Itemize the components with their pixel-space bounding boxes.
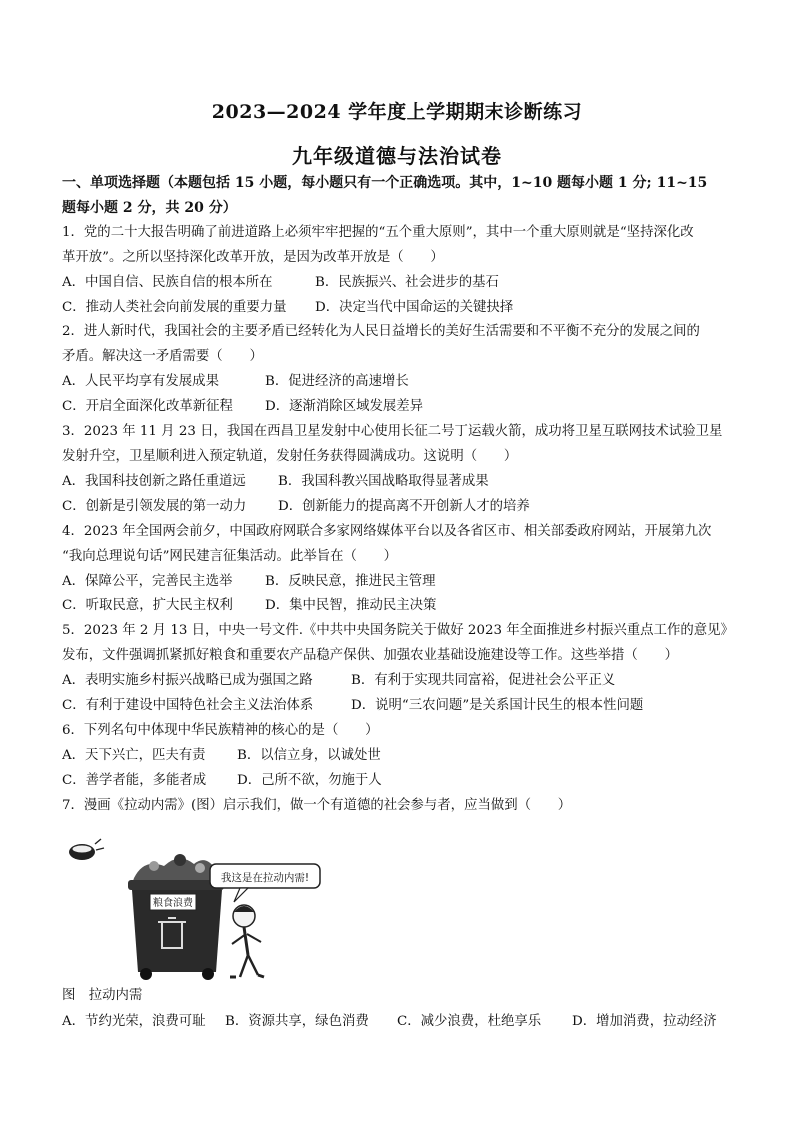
q3-options-row1 <box>62 470 742 495</box>
q5-stem-line1: 5．2023 年 2 月 13 日，中央一号文件.《中共中央国务院关于做好 2023 年全面推进乡村振兴重点工作的意见》 <box>62 623 734 639</box>
q3-options-row2 <box>62 495 742 520</box>
q4-option-b: B．反映民意，推进民主管理 <box>265 573 436 589</box>
man-figure-icon <box>230 905 264 977</box>
q3-option-b: B．我国科教兴国战略取得显著成果 <box>278 473 489 489</box>
section-heading-line1: 一、单项选择题（本题包括 15 小题，每小题只有一个正确选项。其中，1~10 题每小题 1 分; 11~15 <box>62 175 708 191</box>
q2-option-b: B．促进经济的高速增长 <box>265 374 409 390</box>
q2-option-c: C．开启全面深化改革新征程 <box>62 399 233 415</box>
cartoon-illustration <box>62 836 322 986</box>
q4-options-row2 <box>62 594 742 619</box>
q2-option-d: D．逐渐消除区域发展差异 <box>265 399 424 415</box>
q3-stem-line1: 3．2023 年 11 月 23 日，我国在西昌卫星发射中心使用长征二号丁运载火箭，成功将卫星互联网技术试验卫星 <box>62 424 723 440</box>
q2-stem-line1: 2．进人新时代，我国社会的主要矛盾已经转化为人民日益增长的美好生活需要和不平衡不充分的发展之间的 <box>62 324 700 340</box>
q6-options-row1 <box>62 744 742 769</box>
q3-option-d: D．创新能力的提高离不开创新人才的培养 <box>278 498 530 514</box>
flying-bowl-icon <box>69 839 104 860</box>
q6-option-d: D．己所不欲，勿施于人 <box>237 772 382 788</box>
q4-stem-line2: “我向总理说句话”网民建言征集活动。此举旨在（ ） <box>62 548 398 564</box>
q2-stem-line2: 矛盾。解决这一矛盾需要（ ） <box>62 349 263 365</box>
exam-title: 2023—2024 学年度上学期期末诊断练习 <box>211 101 583 123</box>
q5-options-row1 <box>62 669 742 694</box>
q1-options-row1 <box>62 271 742 296</box>
q5-options-row2 <box>62 694 742 719</box>
q7-options-row <box>62 1010 752 1034</box>
q7-stem-line1: 7．漫画《拉动内需》(图）启示我们，做一个有道德的社会参与者，应当做到（ ） <box>62 797 572 813</box>
q6-option-b: B．以信立身，以诚处世 <box>237 747 381 763</box>
q3-stem-line2: 发射升空，卫星顺利进入预定轨道，发射任务获得圆满成功。这说明（ ） <box>62 448 518 464</box>
q5-option-a: A．表明实施乡村振兴战略已成为强国之路 <box>62 673 313 689</box>
q5-option-b: B．有利于实现共同富裕，促进社会公平正义 <box>351 673 616 689</box>
cartoon-svg <box>62 836 322 986</box>
q1-option-d: D．决定当代中国命运的关键抉择 <box>315 299 514 315</box>
q2-option-a: A．人民平均享有发展成果 <box>62 374 219 390</box>
q7-option-c: C．减少浪费，杜绝享乐 <box>397 1014 542 1029</box>
exam-content <box>62 171 742 819</box>
q1-stem-line2: 革开放”。之所以坚持深化改革开放，是因为改革开放是（ ） <box>62 249 444 265</box>
q5-option-d: D．说明“三农问题”是关系国计民生的根本性问题 <box>351 698 644 714</box>
q1-options-row2 <box>62 296 742 321</box>
cartoon-bin-label: 粮食浪费 <box>153 898 193 909</box>
q1-option-a: A．中国自信、民族自信的根本所在 <box>62 274 273 290</box>
q4-options-row1 <box>62 570 742 595</box>
q7-option-b: B．资源共享，绿色消费 <box>225 1014 369 1029</box>
q4-option-d: D．集中民智，推动民主决策 <box>265 598 437 614</box>
q2-options-row1 <box>62 370 742 395</box>
q3-option-a: A．我国科技创新之路任重道远 <box>62 473 246 489</box>
q4-option-c: C．听取民意，扩大民主权利 <box>62 598 233 614</box>
q4-stem-line1: 4．2023 年全国两会前夕，中国政府网联合多家网络媒体平台以及各省区市、相关部委政府网站，开展第九次 <box>62 523 712 539</box>
q6-options-row2 <box>62 769 742 794</box>
q7-option-d: D．增加消费，拉动经济 <box>572 1014 717 1029</box>
q6-option-a: A．天下兴亡，匹夫有责 <box>62 747 206 763</box>
q6-stem-line1: 6．下列名句中体现中华民族精神的核心的是（ ） <box>62 722 379 738</box>
cartoon-caption: 图 拉动内需 <box>62 988 143 1003</box>
exam-subtitle: 九年级道德与法治试卷 <box>292 144 502 168</box>
cartoon-speech-text: 我这是在拉动内需! <box>220 872 310 884</box>
q7-option-a: A．节约光荣，浪费可耻 <box>62 1014 206 1029</box>
q6-option-c: C．善学者能，多能者成 <box>62 772 207 788</box>
q1-option-c: C．推动人类社会向前发展的重要力量 <box>62 299 287 315</box>
q1-stem-line1: 1．党的二十大报告明确了前进道路上必须牢牢把握的“五个重大原则”，其中一个重大原则就是“坚持深化改 <box>62 224 694 240</box>
q5-stem-line2: 发布，文件强调抓紧抓好粮食和重要农产品稳产保供、加强农业基础设施建设等工作。这些举措（ ） <box>62 648 678 664</box>
q5-option-c: C．有利于建设中国特色社会主义法治体系 <box>62 698 314 714</box>
section-heading-line2: 题每小题 2 分，共 20 分） <box>62 199 237 216</box>
q3-option-c: C．创新是引领发展的第一动力 <box>62 498 247 514</box>
q2-options-row2 <box>62 395 742 420</box>
q1-option-b: B．民族振兴、社会进步的基石 <box>315 274 499 290</box>
q4-option-a: A．保障公平，完善民主选举 <box>62 573 233 589</box>
